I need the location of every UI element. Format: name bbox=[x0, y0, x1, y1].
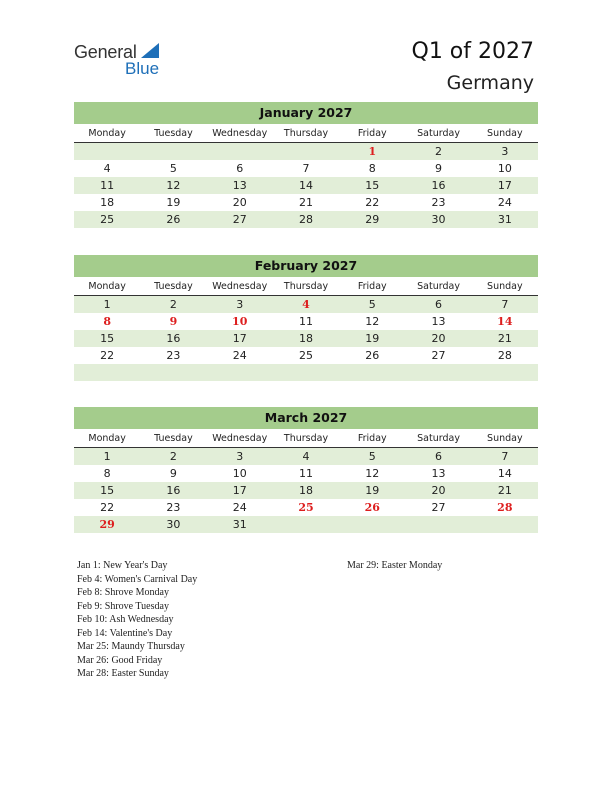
month-title: March 2027 bbox=[74, 407, 538, 429]
day-cell: 29 bbox=[99, 518, 115, 531]
day-cell: 7 bbox=[501, 450, 509, 463]
page-title: Q1 of 2027 bbox=[411, 39, 534, 64]
day-cell bbox=[405, 516, 471, 533]
week-row bbox=[74, 160, 538, 177]
day-cell: 22 bbox=[365, 196, 380, 209]
day-cell: 18 bbox=[298, 484, 313, 497]
day-cell: 25 bbox=[298, 349, 313, 362]
day-cell: 24 bbox=[232, 501, 247, 514]
day-cell bbox=[140, 143, 206, 160]
day-cell bbox=[405, 364, 471, 381]
day-cell: 17 bbox=[497, 179, 512, 192]
month-title: January 2027 bbox=[74, 102, 538, 124]
day-cell: 28 bbox=[497, 501, 513, 514]
week-row bbox=[74, 482, 538, 499]
day-cell: 4 bbox=[302, 450, 310, 463]
day-cell: 8 bbox=[103, 467, 111, 480]
weekday-label: Saturday bbox=[417, 128, 460, 139]
day-cell: 8 bbox=[103, 315, 111, 328]
day-cell: 7 bbox=[302, 162, 310, 175]
day-cell: 11 bbox=[298, 315, 313, 328]
holiday-note: Feb 4: Women's Carnival Day bbox=[77, 573, 198, 585]
month-title: February 2027 bbox=[74, 255, 538, 277]
day-cell bbox=[207, 364, 273, 381]
week-row bbox=[74, 516, 538, 533]
logo-blue-text: Blue bbox=[125, 59, 160, 78]
day-cell: 24 bbox=[497, 196, 512, 209]
holiday-note: Mar 25: Maundy Thursday bbox=[77, 641, 185, 652]
weekday-label: Saturday bbox=[417, 433, 460, 444]
weekday-header-row bbox=[74, 124, 538, 143]
day-cell: 20 bbox=[232, 196, 247, 209]
week-row bbox=[74, 499, 538, 516]
week-row bbox=[74, 313, 538, 330]
weekday-label: Monday bbox=[88, 433, 126, 444]
day-cell bbox=[273, 364, 339, 381]
holiday-list-right bbox=[347, 559, 442, 573]
day-cell: 2 bbox=[435, 145, 443, 158]
day-cell: 11 bbox=[298, 467, 313, 480]
day-cell: 31 bbox=[232, 518, 247, 531]
weekday-label: Thursday bbox=[283, 281, 329, 292]
day-cell bbox=[140, 364, 206, 381]
day-cell: 9 bbox=[169, 467, 177, 480]
logo bbox=[74, 42, 160, 78]
day-cell bbox=[273, 143, 339, 160]
day-cell: 31 bbox=[497, 213, 512, 226]
country-name: Germany bbox=[446, 72, 534, 94]
day-cell: 25 bbox=[100, 213, 115, 226]
weekday-label: Friday bbox=[357, 433, 387, 444]
day-cell: 29 bbox=[365, 213, 380, 226]
day-cell: 27 bbox=[431, 501, 446, 514]
day-cell: 8 bbox=[368, 162, 376, 175]
day-cell: 23 bbox=[166, 501, 181, 514]
day-cell: 13 bbox=[431, 467, 446, 480]
month-calendar bbox=[74, 255, 538, 381]
day-cell: 10 bbox=[232, 467, 247, 480]
day-cell: 12 bbox=[166, 179, 181, 192]
weekday-header-row bbox=[74, 277, 538, 296]
day-cell bbox=[472, 516, 538, 533]
day-cell: 17 bbox=[232, 332, 247, 345]
day-cell: 1 bbox=[368, 145, 377, 158]
day-cell: 6 bbox=[435, 450, 443, 463]
week-row bbox=[74, 347, 538, 364]
day-cell: 12 bbox=[365, 315, 380, 328]
day-cell: 11 bbox=[100, 179, 115, 192]
day-cell: 6 bbox=[236, 162, 244, 175]
weekday-label: Sunday bbox=[487, 128, 523, 139]
day-cell: 6 bbox=[435, 298, 443, 311]
day-cell: 14 bbox=[298, 179, 313, 192]
day-cell: 30 bbox=[166, 518, 181, 531]
day-cell: 2 bbox=[169, 298, 177, 311]
holiday-list-left bbox=[77, 559, 197, 681]
day-cell: 1 bbox=[103, 450, 111, 463]
day-cell: 21 bbox=[298, 196, 313, 209]
day-cell: 25 bbox=[298, 501, 314, 514]
day-cell: 16 bbox=[166, 484, 181, 497]
day-cell: 3 bbox=[236, 298, 244, 311]
day-cell: 14 bbox=[497, 315, 513, 328]
holiday-note: Jan 1: New Year's Day bbox=[77, 560, 168, 571]
weekday-label: Friday bbox=[357, 281, 387, 292]
weekday-label: Saturday bbox=[417, 281, 460, 292]
day-cell: 26 bbox=[365, 349, 380, 362]
day-cell: 26 bbox=[166, 213, 181, 226]
weekday-label: Sunday bbox=[487, 433, 523, 444]
day-cell: 4 bbox=[103, 162, 111, 175]
day-cell bbox=[472, 364, 538, 381]
day-cell: 22 bbox=[100, 349, 115, 362]
week-row bbox=[74, 194, 538, 211]
day-cell: 5 bbox=[368, 298, 376, 311]
day-cell: 13 bbox=[431, 315, 446, 328]
holiday-note: Feb 10: Ash Wednesday bbox=[77, 614, 174, 625]
day-cell: 20 bbox=[431, 332, 446, 345]
holiday-note: Feb 14: Valentine's Day bbox=[77, 627, 173, 639]
holiday-note: Mar 26: Good Friday bbox=[77, 654, 163, 666]
day-cell: 9 bbox=[169, 315, 178, 328]
logo-triangle-icon bbox=[141, 43, 159, 58]
holiday-note: Feb 9: Shrove Tuesday bbox=[77, 600, 169, 612]
weekday-label: Tuesday bbox=[154, 128, 193, 139]
day-cell: 10 bbox=[497, 162, 512, 175]
weekday-label: Monday bbox=[88, 128, 126, 139]
week-row bbox=[74, 448, 538, 465]
weekday-label: Tuesday bbox=[154, 281, 193, 292]
day-cell: 23 bbox=[166, 349, 181, 362]
weekday-label: Thursday bbox=[283, 433, 329, 444]
day-cell bbox=[339, 364, 405, 381]
week-row bbox=[74, 177, 538, 194]
day-cell: 5 bbox=[368, 450, 376, 463]
day-cell: 19 bbox=[365, 484, 380, 497]
day-cell: 28 bbox=[298, 213, 313, 226]
weekday-label: Tuesday bbox=[154, 433, 193, 444]
week-row bbox=[74, 330, 538, 347]
day-cell: 19 bbox=[365, 332, 380, 345]
day-cell: 18 bbox=[298, 332, 313, 345]
day-cell: 26 bbox=[364, 501, 380, 514]
weekday-label: Sunday bbox=[487, 281, 523, 292]
day-cell: 22 bbox=[100, 501, 115, 514]
weekday-label: Thursday bbox=[283, 128, 329, 139]
day-cell: 27 bbox=[232, 213, 247, 226]
day-cell: 7 bbox=[501, 298, 509, 311]
day-cell: 3 bbox=[236, 450, 244, 463]
day-cell bbox=[74, 364, 140, 381]
day-cell: 15 bbox=[100, 484, 115, 497]
weekday-label: Wednesday bbox=[212, 433, 268, 444]
day-cell: 15 bbox=[100, 332, 115, 345]
day-cell: 9 bbox=[435, 162, 443, 175]
weekday-label: Wednesday bbox=[212, 128, 268, 139]
day-cell: 30 bbox=[431, 213, 446, 226]
day-cell: 14 bbox=[497, 467, 512, 480]
day-cell bbox=[273, 516, 339, 533]
day-cell: 10 bbox=[232, 315, 248, 328]
weekday-label: Wednesday bbox=[212, 281, 268, 292]
day-cell: 12 bbox=[365, 467, 380, 480]
weekday-header-row bbox=[74, 429, 538, 448]
day-cell: 19 bbox=[166, 196, 181, 209]
day-cell: 17 bbox=[232, 484, 247, 497]
holiday-note: Mar 29: Easter Monday bbox=[347, 560, 443, 571]
day-cell: 24 bbox=[232, 349, 247, 362]
day-cell: 1 bbox=[103, 298, 111, 311]
day-cell: 20 bbox=[431, 484, 446, 497]
day-cell: 4 bbox=[302, 298, 310, 311]
weekday-label: Monday bbox=[88, 281, 126, 292]
month-calendar bbox=[74, 102, 538, 228]
day-cell: 2 bbox=[169, 450, 177, 463]
day-cell bbox=[207, 143, 273, 160]
day-cell bbox=[74, 143, 140, 160]
logo-general-text: General bbox=[74, 42, 137, 62]
day-cell bbox=[339, 516, 405, 533]
week-row bbox=[74, 364, 538, 381]
day-cell: 28 bbox=[497, 349, 512, 362]
day-cell: 13 bbox=[232, 179, 247, 192]
week-row bbox=[74, 211, 538, 228]
day-cell: 3 bbox=[501, 145, 509, 158]
week-row bbox=[74, 465, 538, 482]
week-row bbox=[74, 143, 538, 160]
week-row bbox=[74, 296, 538, 313]
day-cell: 16 bbox=[431, 179, 446, 192]
day-cell: 18 bbox=[100, 196, 115, 209]
day-cell: 21 bbox=[497, 484, 512, 497]
month-calendar bbox=[74, 407, 538, 533]
weekday-label: Friday bbox=[357, 128, 387, 139]
day-cell: 16 bbox=[166, 332, 181, 345]
day-cell: 15 bbox=[365, 179, 380, 192]
holiday-note: Feb 8: Shrove Monday bbox=[77, 587, 169, 598]
day-cell: 5 bbox=[169, 162, 177, 175]
holiday-note: Mar 28: Easter Sunday bbox=[77, 668, 169, 679]
day-cell: 21 bbox=[497, 332, 512, 345]
day-cell: 27 bbox=[431, 349, 446, 362]
day-cell: 23 bbox=[431, 196, 446, 209]
